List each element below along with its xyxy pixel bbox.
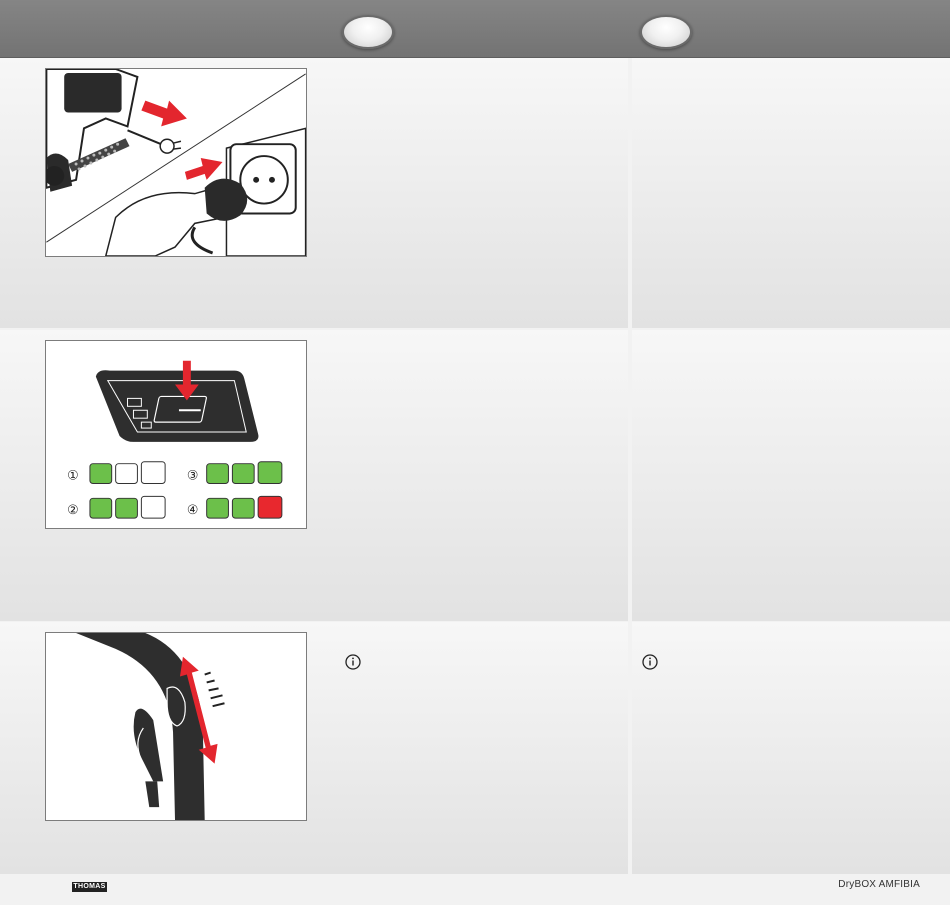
info-circle-icon <box>345 654 361 670</box>
level-lines <box>205 673 225 707</box>
step-section-2 <box>0 330 950 621</box>
step-section-3 <box>0 622 950 874</box>
language-badge-right <box>640 15 692 49</box>
figure-indicator-leds <box>45 340 307 529</box>
figure-plug-in <box>45 68 307 257</box>
arrow-right-icon <box>185 158 223 180</box>
language-badge-left <box>342 15 394 49</box>
row-4-label: ④ <box>186 503 199 519</box>
row-1-label: ① <box>67 468 79 484</box>
power-plug-icon <box>128 130 181 153</box>
step-section-1 <box>0 58 950 328</box>
arrow-right-icon <box>141 101 187 127</box>
vacuum-cleaner-icon <box>46 69 137 192</box>
model-name: DryBOX AMFIBIA <box>838 879 920 890</box>
control-panel-icon <box>96 370 259 442</box>
row-2-label: ② <box>67 503 79 519</box>
row-3-label: ③ <box>186 468 199 484</box>
figure-suction-slider <box>45 632 307 821</box>
step-2-right-panel <box>632 330 950 621</box>
step-3-right-panel <box>632 622 950 874</box>
thomas-logo: THOMAS <box>73 883 106 890</box>
step-1-right-panel <box>632 58 950 328</box>
header-bar <box>0 0 950 58</box>
info-circle-icon <box>642 654 658 670</box>
